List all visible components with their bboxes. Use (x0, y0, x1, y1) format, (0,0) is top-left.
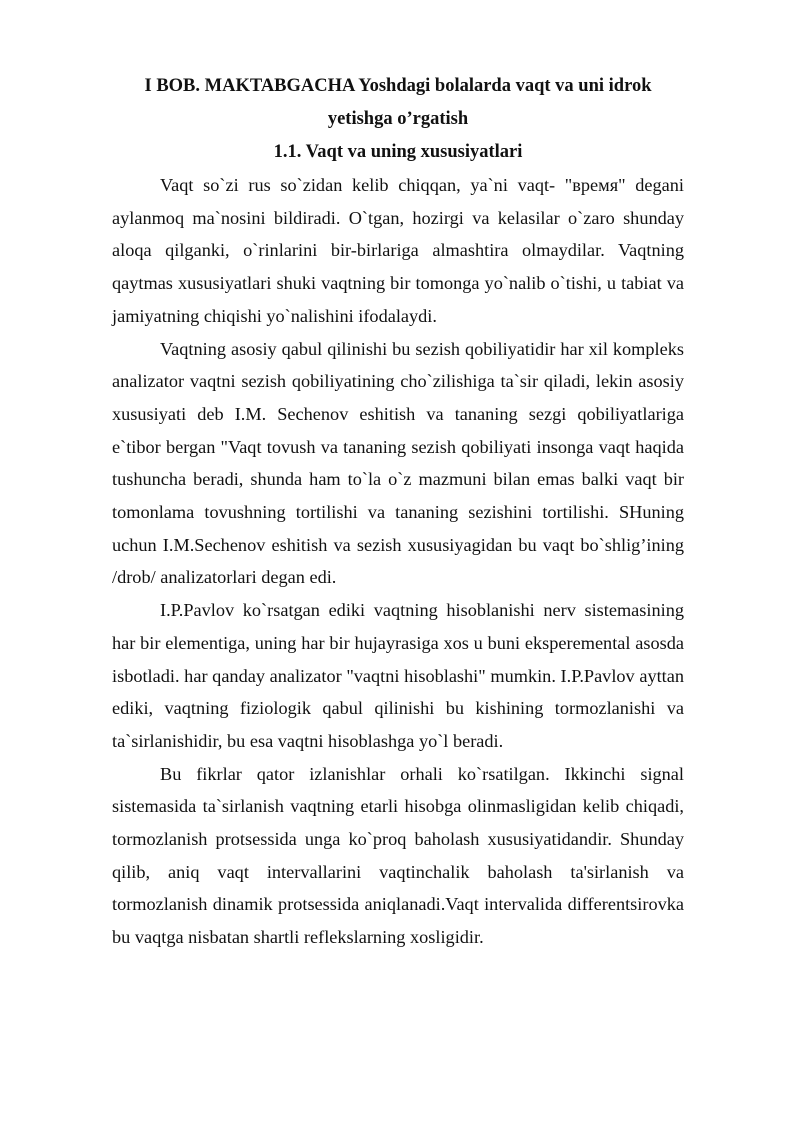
paragraph-4: Bu fikrlar qator izlanishlar orhali ko`rsatilgan. Ikkinchi signal sistemasida ta`sirlanish vaqtning etarli hisobga olinmasligidan kelib chiqadi, tormozlanish protsessida unga ko`proq baholash xususiyatidandir. Shunday qilib, aniq vaqt intervallarini vaqtinchalik baholash ta'sirlanish va tormozlanish dinamik protsessida aniqlanadi.Vaqt intervalida differentsirovka bu vaqtga nisbatan shartli reflekslarning xosligidir. (112, 763, 684, 948)
section-title: 1.1. Vaqt va uning xususiyatlari (273, 142, 523, 162)
paragraph-3: I.P.Pavlov ko`rsatgan ediki vaqtning hisoblanishi nerv sistemasining har bir elementiga, uning har bir hujayrasiga xos u buni eksperemental asosda isbotladi. har qanday analizator "vaqtni hisoblashi" mumkin. I.P.Pavlov ayttan ediki, vaqtning fiziologik qabul qilinishi bu kishining tormozlanishi va ta`sirlanishidir, bu esa vaqtni hisoblashga yo`l beradi. (112, 600, 684, 751)
paragraph-1: Vaqt so`zi rus so`zidan kelib chiqqan, ya`ni vaqt- "время" degani aylanmoq ma`nosini bildiradi. O`tgan, hozirgi va kelasilar o`zaro shunday aloqa qilganki, o`rinlarini bir-birlariga almashtira olmaydilar. Vaqtning qaytmas xususiyatlari shuki vaqtning bir tomonga yo`nalib o`tishi, u tabiat va jamiyatning chiqishi yo`nalishini ifodalaydi. (112, 175, 684, 326)
paragraph-2: Vaqtning asosiy qabul qilinishi bu sezish qobiliyatidir har xil kompleks analizator vaqtni sezish qobiliyatining cho`zilishiga ta`sir qiladi, lekin asosiy xususiyati deb I.M. Sechenov eshitish va tananing sezgi qobiliyatlariga e`tibor bergan "Vaqt tovush va tananing sezish qobiliyati insonga vaqt haqida tushuncha beradi, shunda ham to`la o`z mazmuni bilan emas balki vaqt bir tomonlama tovushning tortilishi va tananing sezishini tortilishi. SHuning uchun I.M.Sechenov eshitish va sezish xususiyagidan bu vaqt bo`shlig’ining /drob/ analizatorlari degan edi. (112, 338, 684, 588)
document-page (112, 70, 684, 954)
chapter-title: I BOB. MAKTABGACHA Yoshdagi bolalarda vaqt va uni idrok yetishga o’rgatish (144, 76, 652, 129)
